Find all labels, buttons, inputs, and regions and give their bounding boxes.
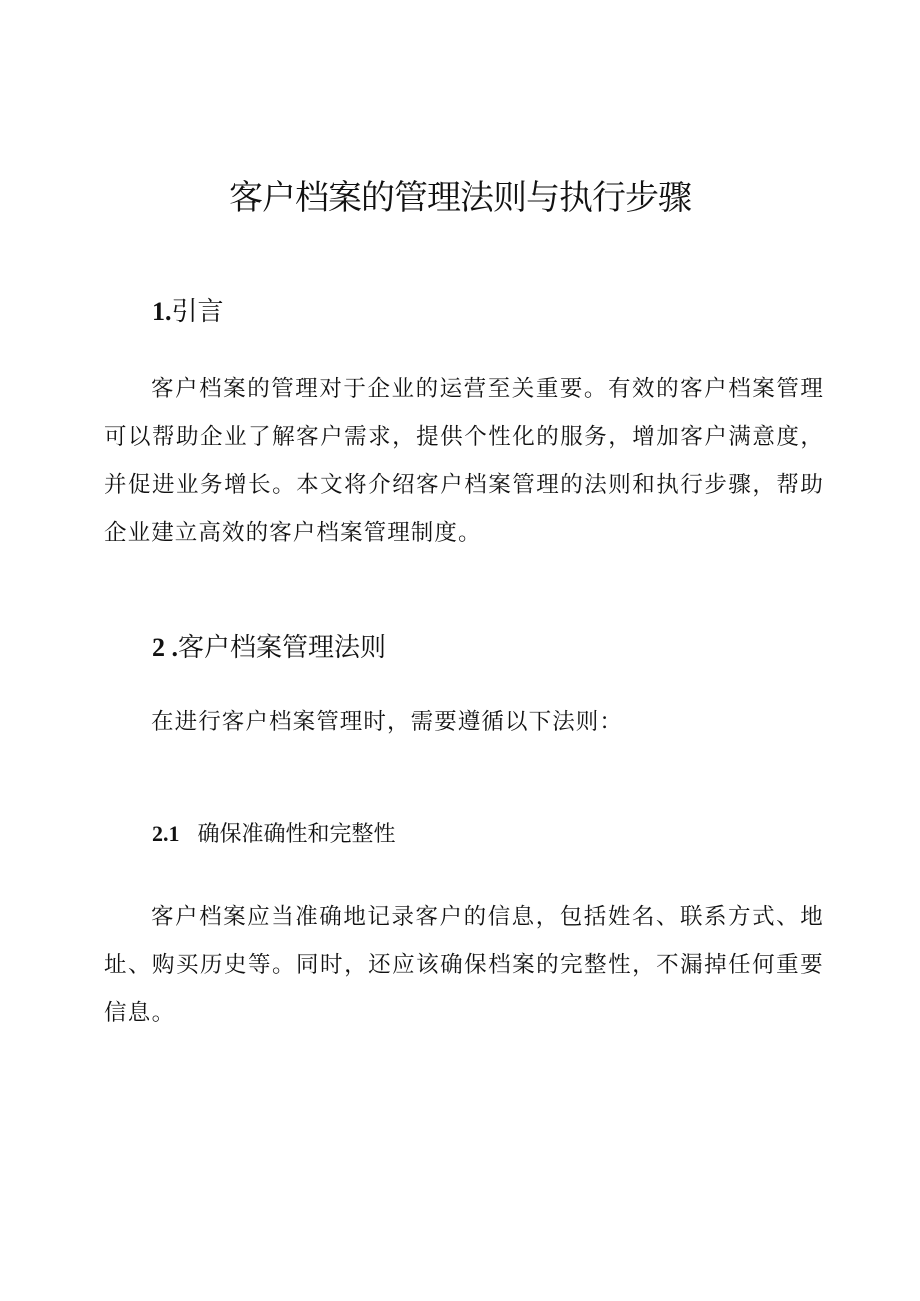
subsection-number: 2.1 [152, 821, 180, 846]
section-title: 客户档案管理法则 [178, 633, 387, 663]
section-number: 1. [152, 297, 172, 326]
section-paragraph-management-rules: 在进行客户档案管理时，需要遵循以下法则： [151, 709, 624, 735]
subsection-title: 确保准确性和完整性 [197, 822, 396, 847]
section-number: 2 . [152, 633, 178, 662]
document-title: 客户档案的管理法则与执行步骤 [229, 178, 691, 218]
subsection-paragraph-accuracy-completeness: 客户档案应当准确地记录客户的信息，包括姓名、联系方式、地址、购买历史等。同时，还应该确保档案的完整性，不漏掉任何重要信息。 [104, 904, 824, 1026]
section-title: 引言 [171, 297, 224, 327]
section-heading-introduction [152, 294, 224, 330]
section-paragraph-introduction: 客户档案的管理对于企业的运营至关重要。有效的客户档案管理可以帮助企业了解客户需求，提供个性化的服务，增加客户满意度，并促进业务增长。本文将介绍客户档案管理的法则和执行步骤，帮助企业建立高效的客户档案管理制度。 [104, 376, 824, 546]
section-heading-management-rules [152, 630, 386, 666]
subsection-heading-accuracy-completeness [152, 818, 396, 851]
